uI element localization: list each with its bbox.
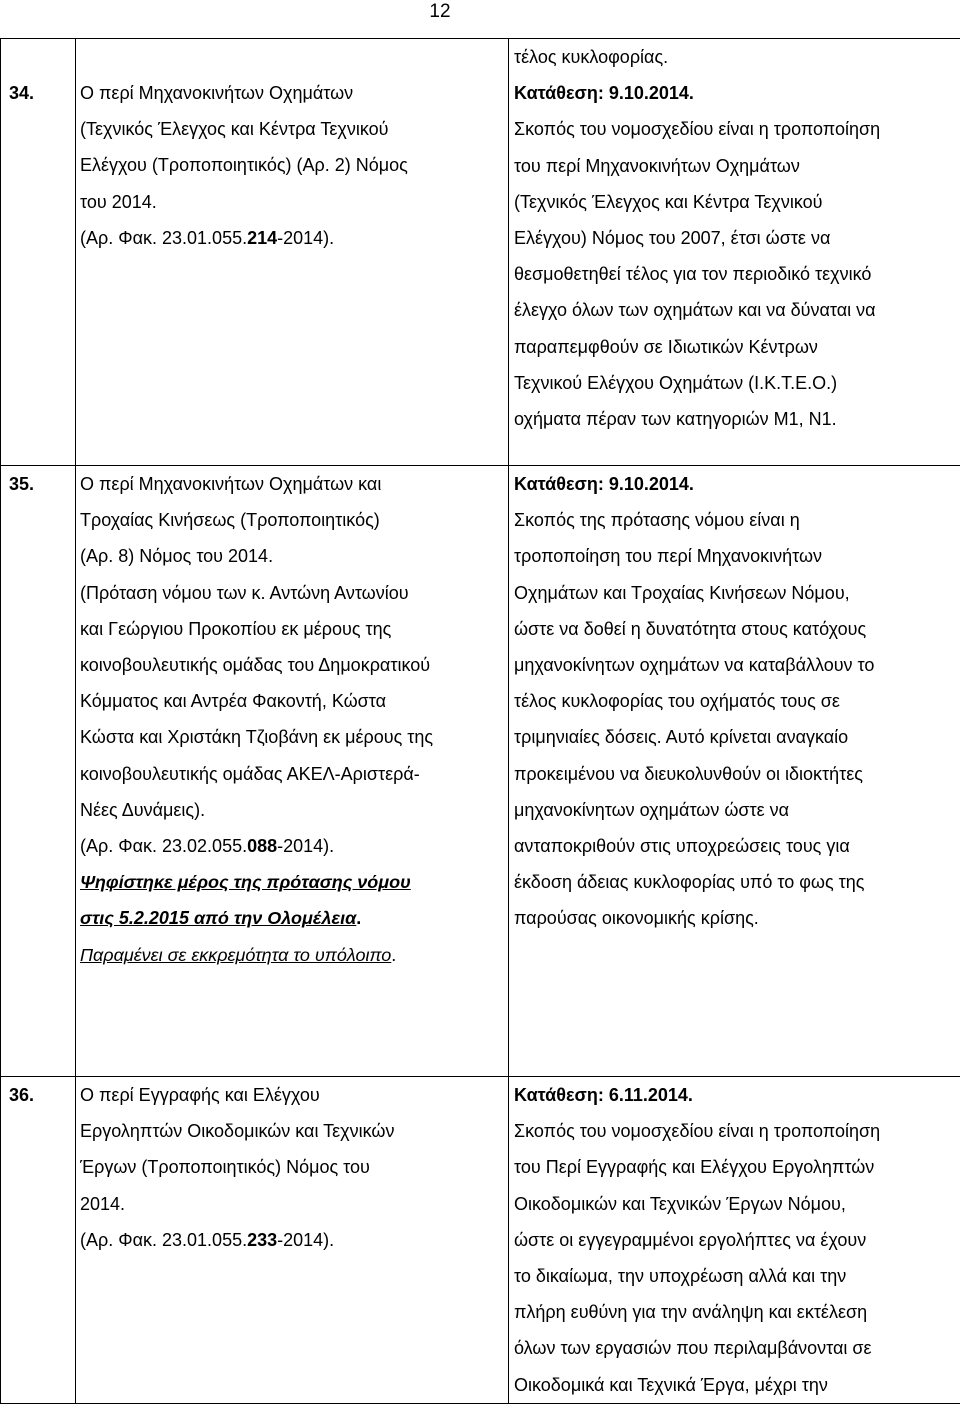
agenda-row-34 — [1, 39, 960, 466]
description-line: τροποποίηση του περί Μηχανοκινήτων — [514, 546, 823, 567]
description-line: τριμηνιαίες δόσεις. Αυτό κρίνεται αναγκαίο — [514, 727, 849, 748]
title-line: Τροχαίας Κινήσεως (Τροποποιητικός) — [80, 510, 380, 531]
description-line: Σκοπός του νομοσχεδίου είναι η τροποποίηση — [514, 119, 881, 140]
description-line: παρούσας οικονομικής κρίσης. — [514, 908, 759, 929]
description-line: ανταποκριθούν στις υποχρεώσεις τους για — [514, 836, 850, 857]
agenda-row-36 — [1, 1077, 960, 1404]
file-reference: (Αρ. Φακ. 23.02.055.088-2014). — [80, 836, 335, 857]
proposal-line: Κόμματος και Αντρέα Φακοντή, Κώστα — [80, 691, 387, 712]
description-line: έκδοση άδειας κυκλοφορίας υπό το φως της — [514, 872, 865, 893]
description-line: Οικοδομικών και Τεχνικών Έργων Νόμου, — [514, 1193, 846, 1214]
item-number-cell — [1, 39, 76, 466]
item-number: 34. — [9, 83, 35, 103]
description-line: Οχημάτων και Τροχαίας Κινήσεων Νόμου, — [514, 582, 850, 603]
filing-date: Κατάθεση: 9.10.2014. — [514, 83, 694, 104]
item-title-cell — [76, 39, 509, 466]
file-reference: (Αρ. Φακ. 23.01.055.214-2014). — [80, 227, 335, 248]
item-description-cell — [509, 1077, 960, 1404]
item-number-cell — [1, 466, 76, 1077]
description-line: το δικαίωμα, την υποχρέωση αλλά και την — [514, 1266, 847, 1287]
item-description-cell — [509, 39, 960, 466]
title-line: Εργοληπτών Οικοδομικών και Τεχνικών — [80, 1121, 395, 1142]
title-line: Ο περί Μηχανοκινήτων Οχημάτων και — [80, 474, 382, 494]
description-line: ώστε οι εγγεγραμμένοι εργολήπτες να έχουν — [514, 1229, 867, 1250]
voted-status-line: Ψηφίστηκε μέρος της πρότασης νόμου — [80, 872, 411, 893]
description-line: μηχανοκίνητων οχημάτων ώστε να — [514, 799, 790, 820]
filing-date: Κατάθεση: 9.10.2014. — [514, 474, 694, 494]
description-line: Τεχνικού Ελέγχου Οχημάτων (Ι.Κ.Τ.Ε.Ο.) — [514, 372, 838, 393]
agenda-row-35 — [1, 466, 960, 1077]
description-continuation: τέλος κυκλοφορίας. — [514, 47, 669, 67]
title-line: Ο περί Εγγραφής και Ελέγχου — [80, 1085, 320, 1105]
pending-status-line: Παραμένει σε εκκρεμότητα το υπόλοιπο. — [80, 944, 397, 965]
title-line: (Αρ. 8) Νόμος του 2014. — [80, 546, 274, 567]
description-line: όλων των εργασιών που περιλαμβάνονται σε — [514, 1338, 872, 1359]
description-line: Οικοδομικά και Τεχνικά Έργα, μέχρι την — [514, 1374, 828, 1395]
title-line: 2014. — [80, 1193, 126, 1214]
description-line: έλεγχο όλων των οχημάτων και να δύναται να — [514, 300, 876, 321]
proposal-line: Κώστα και Χριστάκη Τζιοβάνη εκ μέρους της — [80, 727, 434, 748]
description-line: (Τεχνικός Έλεγχος και Κέντρα Τεχνικού — [514, 191, 823, 212]
title-line: Ο περί Μηχανοκινήτων Οχημάτων — [80, 83, 354, 103]
voted-status-line: στις 5.2.2015 από την Ολομέλεια. — [80, 908, 362, 929]
item-number: 36. — [9, 1085, 35, 1105]
description-line: Σκοπός του νομοσχεδίου είναι η τροποποίηση — [514, 1121, 881, 1142]
proposal-line: Νέες Δυνάμεις). — [80, 799, 206, 820]
description-line: ώστε να δοθεί η δυνατότητα στους κατόχους — [514, 618, 867, 639]
title-line: (Τεχνικός Έλεγχος και Κέντρα Τεχνικού — [80, 119, 389, 140]
description-line: τέλος κυκλοφορίας του οχήματός τους σε — [514, 691, 840, 712]
description-line: παραπεμφθούν σε Ιδιωτικών Κέντρων — [514, 336, 818, 357]
description-line: Ελέγχου) Νόμος του 2007, έτσι ώστε να — [514, 228, 831, 249]
page-number: 12 — [429, 1, 451, 22]
description-line: μηχανοκίνητων οχημάτων να καταβάλλουν το — [514, 655, 875, 676]
item-title-cell — [76, 1077, 509, 1404]
description-line: οχήματα πέραν των κατηγοριών Μ1, Ν1. — [514, 409, 837, 430]
file-reference: (Αρ. Φακ. 23.01.055.233-2014). — [80, 1229, 335, 1250]
proposal-line: κοινοβουλευτικής ομάδας του Δημοκρατικού — [80, 655, 431, 676]
proposal-line: κοινοβουλευτικής ομάδας ΑΚΕΛ-Αριστερά- — [80, 763, 420, 784]
proposal-line: και Γεώργιου Προκοπίου εκ μέρους της — [80, 618, 392, 639]
item-number-cell — [1, 1077, 76, 1404]
agenda-table — [0, 38, 960, 1404]
title-line: Έργων (Τροποποιητικός) Νόμος του — [80, 1157, 370, 1178]
description-line: Σκοπός της πρότασης νόμου είναι η — [514, 510, 800, 531]
title-line: Ελέγχου (Τροποποιητικός) (Αρ. 2) Νόμος — [80, 155, 408, 176]
item-description-cell — [509, 466, 960, 1077]
proposal-line: (Πρόταση νόμου των κ. Αντώνη Αντωνίου — [80, 582, 409, 603]
item-title-cell — [76, 466, 509, 1077]
description-line: θεσμοθετηθεί τέλος για τον περιοδικό τεχνικό — [514, 264, 872, 285]
description-line: προκειμένου να διευκολυνθούν οι ιδιοκτήτες — [514, 763, 863, 784]
description-line: του Περί Εγγραφής και Ελέγχου Εργοληπτών — [514, 1157, 875, 1178]
title-line: του 2014. — [80, 191, 157, 212]
filing-date: Κατάθεση: 6.11.2014. — [514, 1085, 693, 1105]
description-line: του περί Μηχανοκινήτων Οχημάτων — [514, 155, 800, 176]
item-number: 35. — [9, 474, 35, 494]
description-line: πλήρη ευθύνη για την ανάληψη και εκτέλεση — [514, 1302, 868, 1323]
